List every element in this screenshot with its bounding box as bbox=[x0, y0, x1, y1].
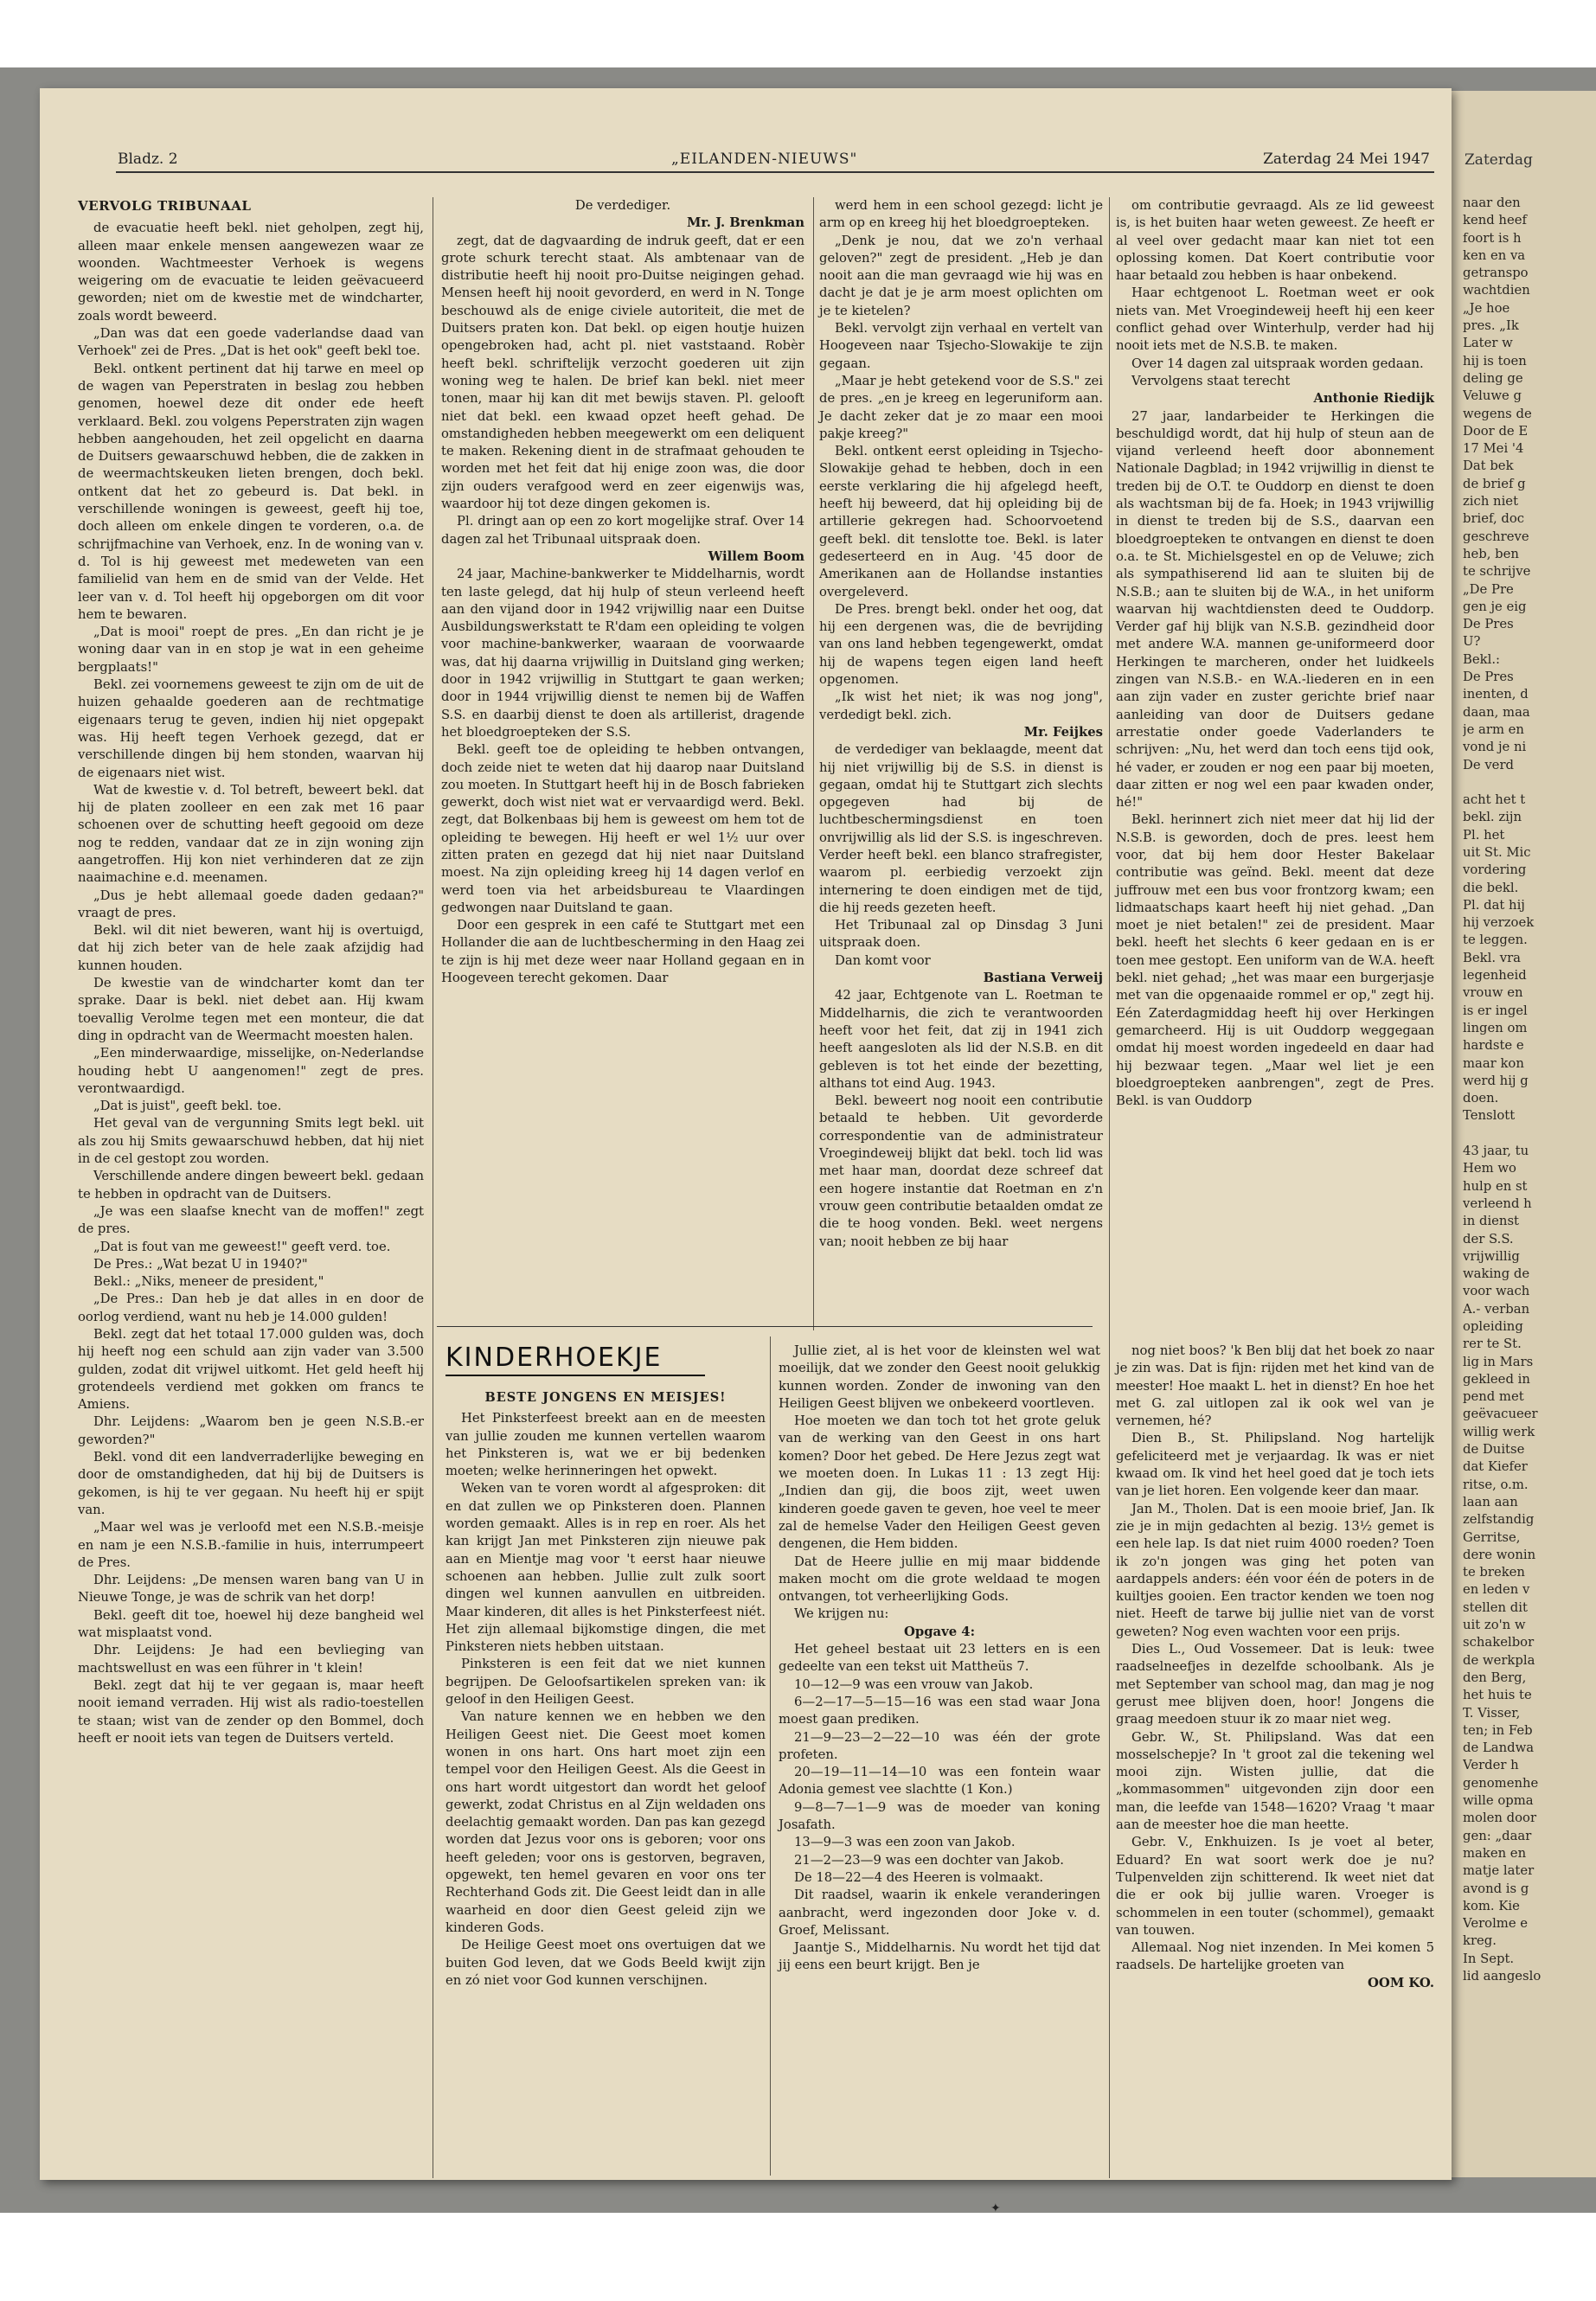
paragraph: Allemaal. Nog niet inzenden. In Mei komen 5 raadsels. De hartelijke groeten van bbox=[1116, 1940, 1434, 1973]
paragraph: Bekl. herinnert zich niet meer dat hij lid der N.S.B. is geworden, doch de pres. leest hem voor, dat bij hem door Hester Bakelaar contributie was geïnd. Bekl. meent dat deze juffrouw met een bus voor frontzorg kwam; een lidmaatschaps kaart heeft hij niet gehad. „Dan moet je niet betalen!" zei de president. Maar bekl. heeft het slechts 6 keer gedaan en is er toen mee gestopt. Een uniform van de W.A. heeft bekl. niet gehad; „het was maar een burgerjasje met van die opgenaaide rommel er op," zegt hij. Eén Zaterdagmiddag heeft hij over Herkingen gemarcheerd. Hij is uit Ouddorp weggegaan omdat hij moest worden ingedeeld en daar had hij bezwaar tegen. „Maar wel liet je een bloedgroepteken aanbrengen", zegt de Pres. Bekl. is van Ouddorp bbox=[1116, 812, 1434, 1109]
next-page-line: stellen dit bbox=[1463, 1599, 1528, 1615]
paragraph: „Een minderwaardige, misselijke, on-Nederlandse houding hebt U aangenomen!" zegt de pres. verontwaardigd. bbox=[78, 1046, 424, 1096]
next-page-line: inenten, d bbox=[1463, 687, 1529, 702]
next-page-line: vond je ni bbox=[1463, 740, 1527, 755]
next-page-line: Bekl. vra bbox=[1463, 950, 1521, 965]
kinderhoekje-greeting: BESTE JONGENS EN MEISJES! bbox=[484, 1390, 727, 1405]
article-body bbox=[819, 197, 1103, 724]
paragraph: Het Tribunaal zal op Dinsdag 3 Juni uitspraak doen. bbox=[819, 918, 1103, 951]
next-page-line: De verd bbox=[1463, 757, 1514, 772]
next-page-line: wachtdien bbox=[1463, 283, 1530, 298]
paragraph: Bekl. beweert nog nooit een contributie betaald te hebben. Uit gevorderde correspondentie van de administrateur Vroegindeweij blijkt dat bekl. toch lid was met haar man, doordat deze schreef dat een hogere instantie dat Roetman en z'n vrouw geen contributie betaalden omdat ze die te hoog vonden. Bekl. weet nergens van; nooit hebben ze bij haar bbox=[819, 1093, 1103, 1249]
paragraph: Dies L., Oud Vossemeer. Dat is leuk: twee raadselneefjes in dezelfde schoolbank. Als je met September van school mag, dan mag je nog gerust mee blijven doen, hoor! Jongens die graag meedoen stuur ik zo maar niet weg. bbox=[1116, 1642, 1434, 1727]
article-body bbox=[78, 220, 424, 1747]
paragraph: Dit raadsel, waarin ik enkele veranderingen aanbracht, werd ingezonden door Joke v. d. Groef, Melissant. bbox=[779, 1888, 1100, 1938]
next-page-line: gen: „daar bbox=[1463, 1828, 1532, 1843]
next-page-line: het huis te bbox=[1463, 1688, 1532, 1703]
next-page-line: 17 Mei '4 bbox=[1463, 441, 1524, 457]
next-page-line: Hem wo bbox=[1463, 1161, 1516, 1176]
paragraph: Dhr. Leijdens: Je had een bevlieging van machtswellust en was een führer in 't klein! bbox=[78, 1643, 424, 1676]
paragraph: zegt, dat de dagvaarding de indruk geeft, dat er een grote schurk terecht staat. Als ambtenaar van de distributie heeft hij nooit pro-Duitse neigingen gehad. Mensen heeft hij nooit gevorderd, en werd in N. Tonge beschouwd als de enige civiele autoriteit, die met de Duitsers praten kon. Dat bekl. op eigen houtje huizen opengebroken had, acht pl. niet vaststaand. Robèr heeft bekl. schriftelijk verzocht goederen uit zijn woning weg te halen. De brief kan bekl. niet meer tonen, maar hij kan dit met bewijs staven. Pl. gelooft niet dat bekl. een kwaad opzet heeft gehad. De omstandigheden hebben meegewerkt om een deliquent te maken. Rekening dient in de strafmaat gehouden te worden met het feit dat hij enige zoon was, die door zijn ouders verafgood werd en zeer eigenwijs was, waardoor hij tot deze dingen gekomen is. bbox=[441, 233, 804, 512]
paragraph: Wat de kwestie v. d. Tol betreft, beweert bekl. dat hij de platen zoolleer en een zak met 16 paar schoenen over de schutting heeft gegooid om deze nog te redden, vandaar dat ze in zijn woning zijn aangetroffen. Hij kon niet verhinderen dat ze zijn naaimachine e.d. meenamen. bbox=[78, 782, 424, 886]
next-page-line: molen door bbox=[1463, 1811, 1537, 1826]
paragraph: Bekl. ontkent eerst opleiding in Tsjecho-Slowakije gehad te hebben, doch in een eerste verklaring die hij afgelegd heeft, heeft hij beweerd, dat hij opleiding bij de artillerie gekregen had. Schoorvoetend geeft bekl. dit tenslotte toe. Bekl. is later gedeserteerd en in Aug. '45 door de Amerikanen aan de Hollandse instanties overgeleverd. bbox=[819, 444, 1103, 599]
paragraph: Jullie ziet, al is het voor de kleinsten wel wat moeilijk, dat we zonder den Geest nooit gelukkig kunnen worden. Zonder de inwoning van den Heiligen Geest blijven we onbekeerd voortleven. bbox=[779, 1343, 1100, 1411]
paragraph: De Pres.: „Wat bezat U in 1940?" bbox=[93, 1256, 308, 1272]
next-page-line: ritse, o.m. bbox=[1463, 1477, 1529, 1492]
next-page-line: uit zo'n w bbox=[1463, 1618, 1526, 1633]
next-page-line: lig in Mars bbox=[1463, 1354, 1534, 1369]
next-page-line: de Landwa bbox=[1463, 1740, 1535, 1756]
next-page-line: De Pres bbox=[1463, 617, 1514, 632]
next-page-line: pend met bbox=[1463, 1389, 1524, 1405]
speaker-name: Mr. J. Brenkman bbox=[686, 215, 804, 231]
article-body bbox=[445, 1410, 766, 1990]
paragraph: Het geval van de vergunning Smits legt bekl. uit als zou hij Smits gewaarschuwd hebben, dat hij niet in de cel gestopt zou worden. bbox=[78, 1116, 424, 1167]
next-page-line: hardste e bbox=[1463, 1038, 1524, 1054]
next-page-line: pres. „Ik bbox=[1463, 318, 1519, 334]
article-body bbox=[1116, 1343, 1434, 1975]
next-page-line: kreg. bbox=[1463, 1933, 1497, 1949]
paragraph: Jaantje S., Middelharnis. Nu wordt het tijd dat jij eens een beurt krijgt. Ben je bbox=[779, 1940, 1100, 1973]
next-page-line: Bekl.: bbox=[1463, 651, 1501, 667]
next-page-line: avond is g bbox=[1463, 1881, 1529, 1896]
article-column-2 bbox=[441, 197, 804, 987]
next-page-line: maken en bbox=[1463, 1845, 1527, 1861]
paragraph: Bekl. vond dit een landverraderlijke beweging en door de omstandigheden, dat hij bij de Duitsers is gekomen, is hij te ver gegaan. Nu heeft hij er spijt van. bbox=[78, 1450, 424, 1517]
next-page-line: en leden v bbox=[1463, 1582, 1530, 1598]
next-page-line: Tenslott bbox=[1463, 1108, 1516, 1124]
paragraph: Bekl. zei voornemens geweest te zijn om de uit de huizen gehaalde goederen aan de rechtmatige eigenaars terug te geven, indien hij niet opgepakt was. Hij heeft tegen Verhoek gezegd, dat er verschillende dingen bij hem stonden, waarvan hij de eigenaars niet wist. bbox=[78, 677, 424, 780]
paragraph: 21—9—23—2—22—10 was één der grote profeten. bbox=[779, 1729, 1100, 1762]
next-page-line: acht het t bbox=[1463, 792, 1526, 808]
paragraph: 27 jaar, landarbeider te Herkingen die beschuldigd wordt, dat hij hulp of steun aan de vijand verleend heeft door abonnement Nationale Dagblad; in 1942 vrijwillig in dienst te treden bij de O.T. te Ouddorp en dienst te doen als wachtsman bij de fa. Hoek; in 1943 vrijwillig in dienst te treden bij de S.S., daarvan een bloedgroepteken te ontvangen en dienst te doen o.a. te St. Michielsgestel en op de Veluwe; zich als sympathiserend lid aan te sluiten bij de N.S.B.; aan te sluiten bij de W.A., in het uniform waarvan hij wachtdiensten deed te Ouddorp. Verder gaf hij blijk van N.S.B. gezindheid door met andere W.A. mannen ge-uniformeerd door Herkingen te marcheren, onder het luidkeels zingen van N.S.B.- en W.A.-liederen en in een aan zijn vader en zuster gerichte brief naar aanleiding van door de Duitsers gedane arrestatie onder goede Vaderlanders te schrijven: „Nu, het werd dan toch eens tijd ook, hé vader, er zouden er nog een paar bij moeten, daar zitten er nog wel een paar kwaden onder, hé!" bbox=[1116, 408, 1434, 811]
next-page-line: wille opma bbox=[1463, 1793, 1534, 1809]
next-page-line: vrouw en bbox=[1463, 985, 1523, 1001]
paragraph: 21—2—23—9 was een dochter van Jakob. bbox=[794, 1852, 1065, 1868]
article-body bbox=[819, 987, 1103, 1250]
paragraph: de evacuatie heeft bekl. niet geholpen, zegt hij, alleen maar enkele mensen aangewezen waar ze woonden. Wachtmeester Verhoek is wegens weigering om de evacuatie te leiden geëvacueerd geworden; niet om de kwestie met de windcharter, zoals wordt beweerd. bbox=[78, 221, 424, 324]
next-page-line: laan aan bbox=[1463, 1494, 1518, 1509]
kinderhoekje-column-2 bbox=[779, 1343, 1100, 1975]
paragraph: „Dat is fout van me geweest!" geeft verd. toe. bbox=[93, 1239, 391, 1254]
article-heading: VERVOLG TRIBUNAAL bbox=[78, 198, 252, 214]
issue-date: Zaterdag 24 Mei 1947 bbox=[1263, 151, 1430, 168]
paragraph: „Maar wel was je verloofd met een N.S.B.-meisje en nam je een N.S.B.-familie in huis, interrumpeert de Pres. bbox=[78, 1520, 424, 1570]
puzzle-body bbox=[779, 1641, 1100, 1975]
paragraph: Pinksteren is een feit dat we niet kunnen begrijpen. De Geloofsartikelen spreken van: ik geloof in den Heiligen Geest. bbox=[445, 1657, 766, 1708]
next-page-line: dat Kiefer bbox=[1463, 1459, 1528, 1475]
next-page-line: heb, ben bbox=[1463, 546, 1519, 561]
next-page-line: geëvacueer bbox=[1463, 1407, 1538, 1422]
paragraph: De kwestie van de windcharter komt dan ter sprake. Daar is bekl. niet debet aan. Hij kwam toevallig Verolme tegen met een monteur, die dat ding in opdracht van de Weermacht moesten halen. bbox=[78, 976, 424, 1043]
next-page-line: zich niet bbox=[1463, 494, 1519, 510]
next-page-line: Verder h bbox=[1463, 1758, 1519, 1773]
defendant-name: Willem Boom bbox=[708, 548, 804, 564]
next-page-line: te schrijve bbox=[1463, 564, 1531, 580]
signature: OOM KO. bbox=[1368, 1975, 1434, 1990]
paragraph: 24 jaar, Machine-bankwerker te Middelharnis, wordt ten laste gelegd, dat hij hulp of steun verleend heeft aan den vijand door in 1942 vrijwillig naar een Duitse Ausbildungswerkstatt te R'dam een opleiding te volgen voor machine-bankwerker, waaraan de voorwaarde was, dat hij daarna vrijwillig in Duitsland ging werken; door in 1942 vrijwillig in Stuttgart te gaan werken; door in 1944 vrijwillig dienst te nemen bij de Waffen S.S. en daarbij dienst te doen als artillerist, dragende het bloedgroepteken der S.S. bbox=[441, 567, 804, 740]
next-page-line: ten; in Feb bbox=[1463, 1722, 1533, 1738]
paragraph: de verdediger van beklaagde, meent dat hij niet vrijwillig bij de S.S. in dienst is gegaan, omdat hij te Stuttgart zich slechts opgegeven had bij de luchtbeschermingsdienst en toen onvrijwillig als lid der S.S. is ingeschreven. Verder heeft bekl. een blanco strafregister, waarom pl. eerbiedig verzoekt zijn internering te doen eindigen met de tijd, die hij reeds gezeten heeft. bbox=[819, 742, 1103, 915]
next-page-line: Pl. dat hij bbox=[1463, 897, 1525, 913]
paragraph: 13—9—3 was een zoon van Jakob. bbox=[794, 1835, 1016, 1850]
next-page-line: Gerritse, bbox=[1463, 1529, 1521, 1545]
next-page-line: doen. bbox=[1463, 1091, 1499, 1106]
paragraph: Gebr. V., Enkhuizen. Is je voet al beter, Eduard? En wat soort werk doe je nu? Tulpenvelden zijn schitterend. Ik weet niet dat die er ook bij jullie waren. Vroeger is schommelen in een touter (schommel), gemaakt van touwen. bbox=[1116, 1835, 1434, 1938]
paragraph: Bekl. geeft dit toe, hoewel hij deze bangheid wel wat misplaatst vond. bbox=[78, 1607, 424, 1641]
kinderhoekje-title: KINDERHOEKJE bbox=[445, 1343, 705, 1376]
next-page-line: getranspo bbox=[1463, 266, 1529, 281]
next-page-line: legenheid bbox=[1463, 968, 1527, 984]
paragraph: „Maar je hebt getekend voor de S.S." zei de pres. „en je kreeg en legeruniform aan. Je dacht zeker dat je zo maar een mooi pakje kreeg?" bbox=[819, 373, 1103, 441]
paragraph: „De Pres.: Dan heb je dat alles in en door de oorlog verdiend, want nu heb je 14.000 gulden! bbox=[78, 1292, 424, 1324]
next-page-line: je arm en bbox=[1463, 721, 1524, 737]
adjacent-page bbox=[1445, 91, 1596, 2177]
kinderhoekje-column-1 bbox=[445, 1384, 766, 1990]
next-page-line: gekleed in bbox=[1463, 1371, 1530, 1387]
next-page-line: gen je eig bbox=[1463, 599, 1527, 614]
article-body bbox=[1116, 197, 1434, 390]
paragraph: Dhr. Leijdens: „De mensen waren bang van U in Nieuwe Tonge, je was de schrik van het dorp! bbox=[78, 1573, 424, 1606]
paragraph: Dan komt voor bbox=[835, 952, 931, 968]
paragraph: nog niet boos? 'k Ben blij dat het boek zo naar je zin was. Dat is fijn: rijden met het kind van de meester! Hoe maakt L. het in dienst? En hoe het met G. zal uitlopen zal ik ook wel van je vernemen, hé? bbox=[1116, 1343, 1434, 1429]
paragraph: Pl. dringt aan op een zo kort mogelijke straf. Over 14 dagen zal het Tribunaal uitspraak doen. bbox=[441, 514, 804, 547]
paragraph: Over 14 dagen zal uitspraak worden gedaan. bbox=[1131, 356, 1424, 371]
paragraph: om contributie gevraagd. Als ze lid geweest is, is het buiten haar weten geweest. Ze heeft er al veel over gedacht maar kan niet tot een oplossing komen. Dat Koert contributie voor haar betaald zou hebben is haar onbekend. bbox=[1116, 198, 1434, 284]
next-page-line: bekl. zijn bbox=[1463, 810, 1522, 825]
next-page-line: in dienst bbox=[1463, 1214, 1519, 1229]
next-page-line: de werkpla bbox=[1463, 1652, 1535, 1668]
paragraph: Dien B., St. Philipsland. Nog hartelijk gefeliciteerd met je verjaardag. Ik was er niet kwaad om. Ik vind het heel goed dat je toch iets van je liet horen. Een volgende keer dan maar. bbox=[1116, 1431, 1434, 1499]
next-page-line: De Pres bbox=[1463, 670, 1514, 685]
paragraph: „Dan was dat een goede vaderlandse daad van Verhoek" zei de Pres. „Dat is het ook" geeft bekl toe. bbox=[78, 326, 424, 359]
next-page-line: uit St. Mic bbox=[1463, 844, 1531, 860]
paragraph: „Dat is juist", geeft bekl. toe. bbox=[93, 1099, 282, 1114]
column-divider bbox=[1109, 197, 1110, 2178]
next-page-line: maar kon bbox=[1463, 1055, 1524, 1071]
next-page-line: ken en va bbox=[1463, 247, 1526, 263]
next-page-line: geschreve bbox=[1463, 529, 1529, 544]
article-body bbox=[819, 741, 1103, 970]
next-page-line: is er ingel bbox=[1463, 1003, 1528, 1018]
next-page-line: In Sept. bbox=[1463, 1951, 1515, 1966]
article-body bbox=[441, 233, 804, 548]
next-page-line: vordering bbox=[1463, 862, 1527, 878]
paragraph: Bekl. vervolgt zijn verhaal en vertelt van Hoogeveen naar Tsjecho-Slowakije te zijn gegaan. bbox=[819, 321, 1103, 371]
section-rule bbox=[437, 1326, 1093, 1327]
next-page-line: waking de bbox=[1463, 1266, 1530, 1282]
next-page-line: naar den bbox=[1463, 195, 1521, 210]
header-rule bbox=[116, 171, 1434, 173]
paragraph: Hoe moeten we dan toch tot het grote geluk van de werking van den Geest in ons hart komen? Door het gebed. De Here Jezus zegt wat we moeten doen. In Lukas 11 : 13 zegt Hij: „Indien dan gij, die boos zijt, weet uwen kinderen goede gaven te geven, hoe veel te meer zal de hemelse Vader den Heiligen Geest geven dengenen, die Hem bidden. bbox=[779, 1413, 1100, 1552]
intro-line: De verdediger. bbox=[574, 198, 671, 213]
paragraph: 6—2—17—5—15—16 was een stad waar Jona moest gaan prediken. bbox=[779, 1694, 1100, 1727]
next-page-line: genomenhe bbox=[1463, 1775, 1539, 1791]
paragraph: Bekl. zegt dat het totaal 17.000 gulden was, doch hij heeft nog een schuld aan zijn vader van 3.500 gulden, zodat dit vrijwel uitkomt. Het geld heeft hij grotendeels verdiend met gokken om francs te Amiens. bbox=[78, 1327, 424, 1413]
newspaper-title: „EILANDEN-NIEUWS" bbox=[671, 151, 858, 168]
paragraph: werd hem in een school gezegd: licht je arm op en kreeg hij het bloedgroepteken. bbox=[819, 198, 1103, 231]
defendant-name: Anthonie Riedijk bbox=[1313, 391, 1434, 407]
next-page-line: der S.S. bbox=[1463, 1231, 1514, 1247]
paragraph: We krijgen nu: bbox=[794, 1606, 889, 1622]
next-page-line: kend heef bbox=[1463, 213, 1527, 228]
next-page-line: Veluwe g bbox=[1463, 388, 1522, 404]
paragraph: De 18—22—4 des Heeren is volmaakt. bbox=[794, 1869, 1044, 1885]
paragraph: Jan M., Tholen. Dat is een mooie brief, Jan. Ik zie je in mijn gedachten al bezig. 13½ gemet is een hele lap. Is dat niet ruim 4000 roeden? Toen ik zo'n jongen was ging het poten van aardappels anders: één voor één de poters in de kuiltjes gooien. Een tractor kenden we toen nog niet. Heeft de tarwe bij jullie niet van de vorst geweten? Nog even wachten voor een prijs. bbox=[1116, 1501, 1434, 1639]
paragraph: Gebr. W., St. Philipsland. Was dat een mosselschepje? In 't groot zal die tekening wel mooi zijn. Wisten jullie, dat die „kommasommen" uitgevonden zijn door een man, die leefde van 1548—1620? Vraag 't maar aan de meester hoe die man heette. bbox=[1116, 1729, 1434, 1833]
next-page-line: zelfstandig bbox=[1463, 1512, 1535, 1528]
article-column-3 bbox=[819, 197, 1103, 1251]
next-page-line: daan, maa bbox=[1463, 704, 1530, 720]
next-page-line: Door de E bbox=[1463, 423, 1529, 439]
paragraph: 9—8—7—1—9 was de moeder van koning Josafath. bbox=[779, 1799, 1100, 1833]
next-page-line: willig werk bbox=[1463, 1424, 1535, 1439]
next-page-line: Verolme e bbox=[1463, 1916, 1529, 1932]
next-page-line: verleend h bbox=[1463, 1195, 1532, 1211]
defendant-name: Bastiana Verweij bbox=[983, 971, 1103, 986]
next-page-line: hulp en st bbox=[1463, 1178, 1528, 1194]
next-page-line: „De Pre bbox=[1463, 581, 1514, 597]
paragraph: De Pres. brengt bekl. onder het oog, dat hij een dergenen was, die de bevrijding van ons land hebben tegengewerkt, omdat hij de wapens tegen eigen land heeft opgenomen. bbox=[819, 601, 1103, 688]
article-body bbox=[441, 566, 804, 987]
next-page-line: T. Visser, bbox=[1463, 1705, 1521, 1721]
paragraph: Door een gesprek in een café te Stuttgart met een Hollander die aan de luchtbescherming in den Haag zei te zijn is hij met deze weer naar Holland gegaan en in Hoogeveen terecht gekomen. Daar bbox=[441, 918, 804, 986]
paragraph: 42 jaar, Echtgenote van L. Roetman te Middelharnis, die zich te verantwoorden heeft voor het feit, dat zij in 1941 zich heeft aangesloten als lid der N.S.B. en dit gebleven is tot het einde der bezetting, althans tot eind Aug. 1943. bbox=[819, 988, 1103, 1091]
next-page-line: matje later bbox=[1463, 1863, 1535, 1879]
column-divider bbox=[770, 1336, 771, 2176]
paragraph: „Denk je nou, dat we zo'n verhaal geloven?" zegt de president. „Heb je dan nooit aan die man gevraagd wie hij was en dacht je dat je je arm moest oplichten om je te kietelen? bbox=[819, 233, 1103, 318]
article-body bbox=[779, 1343, 1100, 1624]
paragraph: 20—19—11—14—10 was een fontein waar Adonia gemest vee slachtte (1 Kon.) bbox=[779, 1765, 1100, 1798]
paragraph: Het Pinksterfeest breekt aan en de meesten van jullie zouden me kunnen vertellen waarom het Pinksteren is, wat we er bij bedenken moeten; welke herinneringen het opwekt. bbox=[445, 1411, 766, 1479]
next-page-line: wegens de bbox=[1463, 406, 1532, 421]
next-page-line: vrijwillig bbox=[1463, 1248, 1520, 1264]
page-number: Bladz. 2 bbox=[118, 151, 178, 168]
paragraph: Het geheel bestaat uit 23 letters en is een gedeelte van een tekst uit Mattheüs 7. bbox=[779, 1642, 1100, 1675]
paragraph: Bekl. zegt dat hij te ver gegaan is, maar heeft nooit iemand verraden. Hij wist als radio-toestellen te staan; wist van de zender op den Bommel, doch heeft er nooit iets van tegen de Duitsers verteld. bbox=[78, 1677, 424, 1746]
kinderhoekje-column-3 bbox=[1116, 1343, 1434, 1992]
paragraph: Bekl.: „Niks, meneer de president," bbox=[93, 1274, 324, 1290]
print-mark: ✦ bbox=[990, 2202, 1001, 2215]
next-page-line: dere wonin bbox=[1463, 1547, 1536, 1562]
next-page-column bbox=[1463, 195, 1596, 1985]
next-page-line: de Duitse bbox=[1463, 1442, 1525, 1458]
next-page-line: opleiding bbox=[1463, 1319, 1523, 1334]
next-page-line: U? bbox=[1463, 634, 1481, 650]
paragraph: Bekl. ontkent pertinent dat hij tarwe en meel op de wagen van Peperstraten in beslag zou hebben genomen, hoewel deze dit onder ede heeft verklaard. Bekl. zou volgens Peperstraten zijn wagen hebben aangehouden, het zeil opgelicht en daarna de Duitsers gewaarschuwd hebben, die de zakken in de weermachtskeuken lieten brengen, doch bekl. ontkent dat het zo gebeurd is. Dat bekl. in verschillende woningen is geweest, geeft hij toe, doch alleen om enkele dingen te vorderen, o.a. de schrijfmachine van Verhoek, enz. In de woning van v. d. Tol is hij geweest met medeweten van een familielid van hem en de smid van der Velde. Het leer van v. d. Tol heeft hij opgeborgen om dit voor hem te bewaren. bbox=[78, 361, 424, 622]
next-page-line: „Je hoe bbox=[1463, 300, 1510, 316]
paragraph: De Heilige Geest moet ons overtuigen dat we buiten God leven, dat we Gods Beeld kwijt zijn en zó niet voor God kunnen verschijnen. bbox=[445, 1938, 766, 1988]
article-column-1 bbox=[78, 197, 424, 1747]
next-page-line: A.- verban bbox=[1463, 1301, 1530, 1317]
next-page-line: Later w bbox=[1463, 336, 1513, 351]
next-page-line: deling ge bbox=[1463, 370, 1523, 386]
paragraph: Verschillende andere dingen beweert bekl. gedaan te hebben in opdracht van de Duitsers. bbox=[78, 1169, 424, 1202]
speaker-name: Mr. Feijkes bbox=[1023, 724, 1103, 740]
paragraph: Haar echtgenoot L. Roetman weet er ook niets van. Met Vroegindeweij heeft hij een keer conflict gehad over Winterhulp, verder had hij nooit iets met de N.S.B. te maken. bbox=[1116, 285, 1434, 354]
article-body bbox=[1116, 408, 1434, 1111]
next-page-line: Dat bek bbox=[1463, 458, 1514, 474]
next-page-line: foort is h bbox=[1463, 230, 1522, 246]
paragraph: „Dat is mooi" roept de pres. „En dan richt je je woning daar van in en stop je wat in een geheime bergplaats!" bbox=[78, 625, 424, 675]
next-page-line: rer te St. bbox=[1463, 1336, 1522, 1352]
puzzle-title: Opgave 4: bbox=[903, 1624, 976, 1639]
paragraph: 10—12—9 was een vrouw van Jakob. bbox=[794, 1676, 1034, 1692]
paragraph: Bekl. wil dit niet beweren, want hij is overtuigd, dat hij zich beter van de hele zaak afzijdig had kunnen houden. bbox=[78, 923, 424, 973]
paragraph: Weken van te voren wordt al afgesproken: dit en dat zullen we op Pinksteren doen. Plannen worden gemaakt. Alles is in rep en roer. Als het kan krijgt Jan met Pinksteren zijn nieuwe pak aan en Mientje mag voor 't eerst haar nieuwe schoenen aan hebben. Jullie zult zulk soort dingen wel kunnen aanvullen en uitbreiden. Maar kinderen, dit alles is het Pinksterfeest niét. Het zijn allemaal bijkomstige dingen, die met Pinksteren niets hebben uitstaan. bbox=[445, 1481, 766, 1655]
next-page-line: 43 jaar, tu bbox=[1463, 1144, 1529, 1159]
paragraph: Van nature kennen we en hebben we den Heiligen Geest niet. Die Geest moet komen wonen in ons hart. Ons hart moet zijn een tempel voor den Heiligen Geest. Als die Geest in ons hart wordt uitgestort dan wordt het geloof gewerkt, zodat Christus en al Zijn weldaden ons deelachtig gemaakt worden. Dan pas kan gezegd worden dat Jezus voor ons is geboren; voor ons heeft geleden; voor ons is gestorven, begraven, opgewekt, ten hemel gevaren en voor ons ter Rechterhand Gods zit. Die Geest leidt dan in alle waarheid en door dien Geest geleid zijn we kinderen Gods. bbox=[445, 1709, 766, 1935]
next-page-header: Zaterdag bbox=[1465, 151, 1533, 169]
next-page-line: hij verzoek bbox=[1463, 915, 1535, 931]
next-page-line: te breken bbox=[1463, 1565, 1525, 1580]
paragraph: Vervolgens staat terecht bbox=[1131, 373, 1291, 388]
next-page-line: schakelbor bbox=[1463, 1635, 1535, 1650]
paragraph: „Dus je hebt allemaal goede daden gedaan?" vraagt de pres. bbox=[78, 888, 424, 920]
next-page-line: voor wach bbox=[1463, 1284, 1530, 1299]
next-page-line bbox=[1463, 1125, 1596, 1143]
paragraph: „Ik wist het niet; ik was nog jong", verdedigt bekl. zich. bbox=[819, 689, 1103, 722]
next-page-line: te leggen. bbox=[1463, 933, 1528, 948]
paragraph: „Je was een slaafse knecht van de moffen!" zegt de pres. bbox=[78, 1203, 424, 1237]
column-divider bbox=[813, 197, 814, 1330]
next-page-line: werd hij g bbox=[1463, 1073, 1529, 1088]
next-page-line: den Berg, bbox=[1463, 1670, 1527, 1685]
next-page-line: die bekl. bbox=[1463, 880, 1519, 895]
paragraph: Dhr. Leijdens: „Waarom ben je geen N.S.B.-er geworden?" bbox=[78, 1414, 424, 1447]
paragraph: Dat de Heere jullie en mij maar biddende maken mocht om die grote weldaad te mogen ontvangen, tot verheerlijking Gods. bbox=[779, 1554, 1100, 1605]
next-page-line: lid aangeslo bbox=[1463, 1968, 1542, 1984]
next-page-line: hij is toen bbox=[1463, 353, 1527, 369]
paragraph: Bekl. geeft toe de opleiding te hebben ontvangen, doch zeide niet te weten dat hij daarop naar Duitsland zou moeten. In Stuttgart heeft hij in de Bosch fabrieken gewerkt, doch wist niet wat er vervaardigd werd. Bekl. zegt, dat Bolkenbaas bij hem is geweest om hem tot de opleiding te bewegen. Hij heeft er wel 1½ uur over zitten praten en gezegd dat hij niet naar Duitsland moest. Na zijn opleiding kreeg hij 14 dagen verlof en werd toen via het arbeidsbureau te Vlaardingen gedwongen naar Duitsland te gaan. bbox=[441, 742, 804, 915]
next-page-line: lingen om bbox=[1463, 1020, 1528, 1035]
article-column-4 bbox=[1116, 197, 1434, 1110]
next-page-line: Pl. het bbox=[1463, 827, 1505, 843]
next-page-line: brief, doc bbox=[1463, 511, 1525, 527]
next-page-line: kom. Kie bbox=[1463, 1898, 1520, 1913]
next-page-line bbox=[1463, 774, 1596, 792]
next-page-line: de brief g bbox=[1463, 476, 1526, 491]
